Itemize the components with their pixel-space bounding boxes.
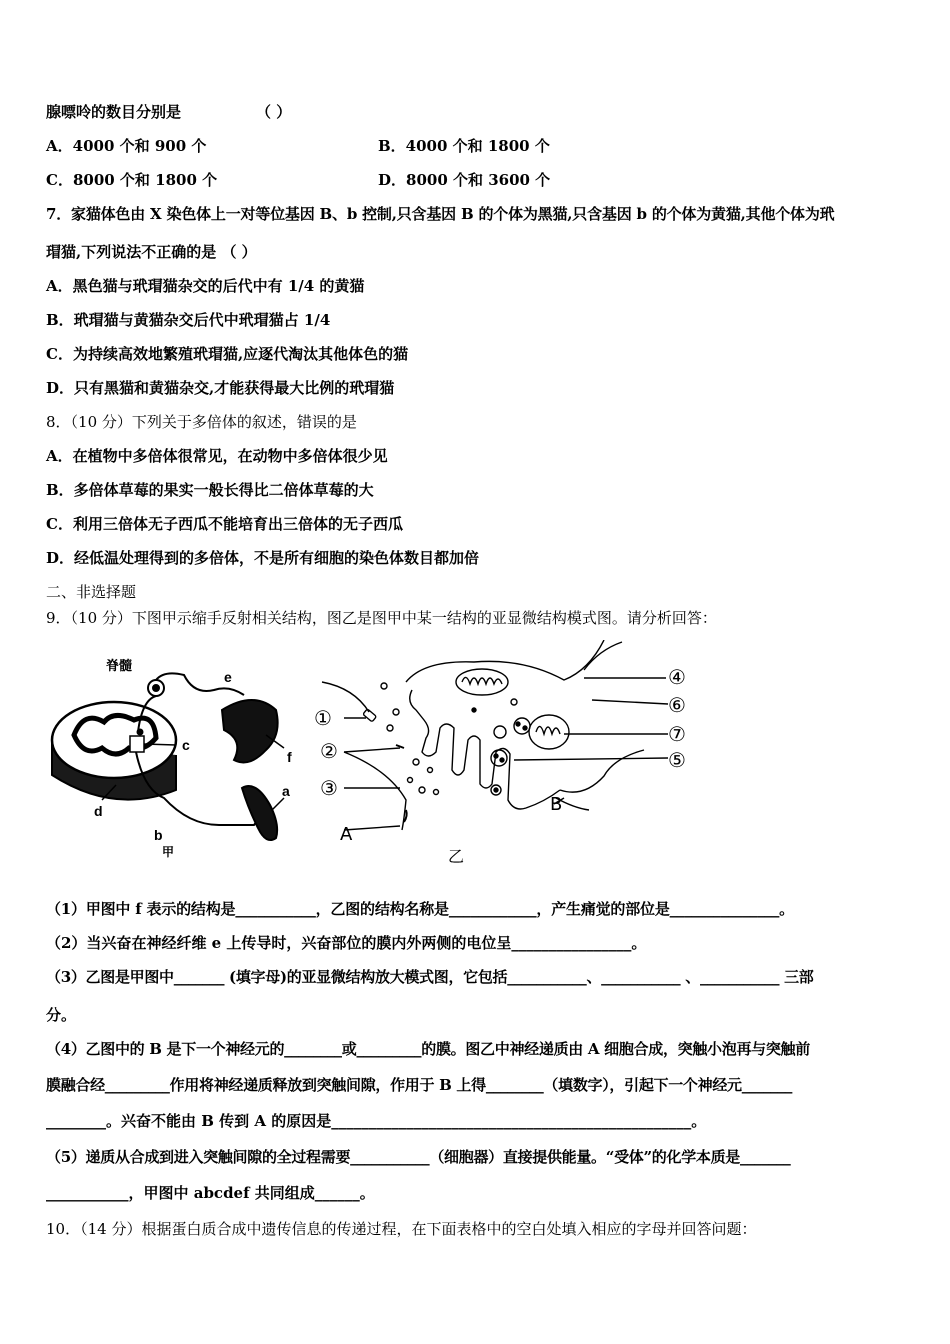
q7-option-d: D．只有黑猫和黄猫杂交,才能获得最大比例的玳瑁猫 — [46, 379, 395, 397]
section-heading: 二、非选择题 — [46, 583, 137, 601]
q8-stem: 8．（10 分）下列关于多倍体的叙述，错误的是 — [46, 413, 357, 431]
q6-stem-tail: 腺嘌呤的数目分别是 （ ） — [46, 103, 292, 121]
q9-part2: （2）当兴奋在神经纤维 e 上传导时，兴奋部位的膜内外两侧的电位呈________________。 — [46, 934, 647, 952]
mitochondrion-2 — [529, 715, 569, 749]
label-n6: ⑥ — [668, 693, 686, 717]
label-d: d — [94, 803, 103, 819]
q9-figure — [44, 640, 904, 865]
q9-stem: 9．（10 分）下图甲示缩手反射相关结构，图乙是图甲中某一结构的亚显微结构模式图。请分析回答： — [46, 609, 717, 627]
q7-stem-line2: 瑁猫,下列说法不正确的是 （ ） — [46, 243, 257, 261]
postsynaptic-folds — [410, 690, 526, 809]
label-jisui: 脊髓 — [106, 658, 133, 673]
mitochondrion-1 — [456, 669, 508, 695]
q9-part4-line3: ________。兴奋不能由 B 传到 A 的原因是________________________________________________。 — [46, 1112, 707, 1130]
label-n4: ④ — [668, 665, 686, 689]
effector-muscle — [242, 786, 277, 840]
label-n1: ① — [314, 706, 332, 730]
q7-stem-line1: 7．家猫体色由 X 染色体上一对等位基因 B、b 控制,只含基因 B 的个体为黑猫,只含基因 b 的个体为黄猫,其他个体为玳 — [46, 205, 835, 223]
q9-part3-line2: 分。 — [46, 1006, 77, 1024]
label-B: B — [550, 794, 563, 815]
q8-option-d: D．经低温处理得到的多倍体，不是所有细胞的染色体数目都加倍 — [46, 549, 480, 567]
label-a: a — [282, 783, 290, 799]
q6-option-b: B．4000 个和 1800 个 — [378, 137, 550, 155]
q8-option-c: C．利用三倍体无子西瓜不能培育出三倍体的无子西瓜 — [46, 515, 403, 533]
q7-option-a: A．黑色猫与玳瑁猫杂交的后代中有 1/4 的黄猫 — [46, 277, 365, 295]
label-c: c — [182, 737, 190, 753]
q9-part5-line2: ___________，甲图中 abcdef 共同组成______。 — [46, 1184, 375, 1202]
synapse-box — [130, 736, 144, 752]
figure-yi — [322, 640, 668, 830]
label-jia: 甲 — [162, 845, 175, 859]
axon-membrane — [344, 752, 406, 830]
label-b: b — [154, 827, 163, 843]
q6-option-c: C．8000 个和 1800 个 — [46, 171, 218, 189]
q8-option-a: A．在植物中多倍体很常见，在动物中多倍体很少见 — [46, 447, 388, 465]
q10-stem: 10．（14 分）根据蛋白质合成中遗传信息的传递过程，在下面表格中的空白处填入相应的字母并回答问题： — [46, 1220, 757, 1238]
label-A: A — [340, 824, 353, 845]
q6-option-a: A．4000 个和 900 个 — [46, 137, 207, 155]
label-n7: ⑦ — [668, 722, 686, 746]
q9-part1: （1）甲图中 f 表示的结构是___________，乙图的结构名称是____________，产生痛觉的部位是_______________。 — [46, 900, 794, 918]
label-e: e — [224, 669, 232, 685]
q9-part5-line1: （5）递质从合成到进入突触间隙的全过程需要___________（细胞器）直接提供能量。“受体”的化学本质是_______ — [46, 1148, 791, 1166]
q9-part4-line2: 膜融合经_________作用将神经递质释放到突触间隙，作用于 B 上得________（填数字），引起下一个神经元_______ — [46, 1076, 793, 1094]
q7-option-b: B．玳瑁猫与黄猫杂交后代中玳瑁猫占 1/4 — [46, 311, 331, 329]
label-n5: ⑤ — [668, 748, 686, 772]
figure-jia — [52, 673, 284, 840]
label-n2: ② — [320, 739, 338, 763]
answer-paren: （ ） — [256, 103, 292, 121]
q9-part3-line1: （3）乙图是甲图中_______ (填字母)的亚显微结构放大模式图，它包括___________、___________ 、___________ 三部 — [46, 968, 814, 986]
label-n3: ③ — [320, 776, 338, 800]
receptor-skin — [222, 700, 278, 762]
q7-option-c: C．为持续高效地繁殖玳瑁猫,应逐代淘汰其他体色的猫 — [46, 345, 409, 363]
label-f: f — [287, 749, 292, 765]
q9-part4-line1: （4）乙图中的 B 是下一个神经元的________或_________的膜。图乙中神经递质由 A 细胞合成，突触小泡再与突触前 — [46, 1040, 810, 1058]
q6-option-d: D．8000 个和 3600 个 — [378, 171, 551, 189]
label-yi: 乙 — [448, 847, 465, 865]
q8-option-b: B．多倍体草莓的果实一般长得比二倍体草莓的大 — [46, 481, 374, 499]
